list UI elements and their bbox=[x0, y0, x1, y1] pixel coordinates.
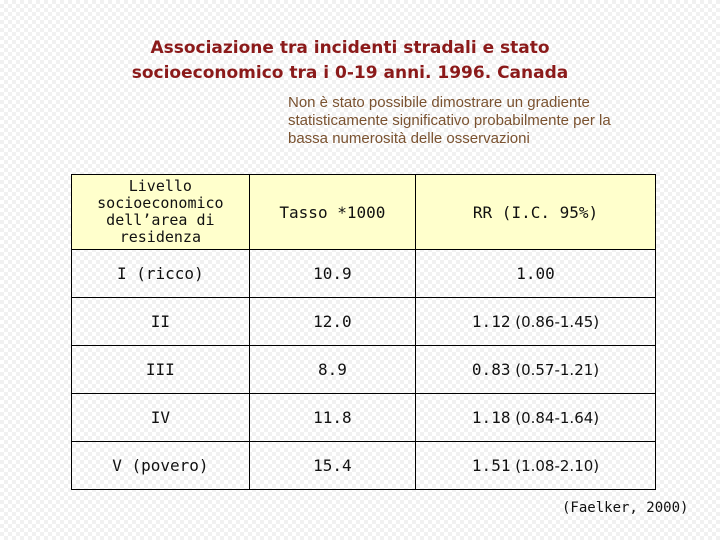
data-table bbox=[71, 174, 656, 490]
header-level-line-2: socioeconomico bbox=[97, 194, 224, 212]
slide-title bbox=[0, 36, 700, 86]
header-level bbox=[72, 175, 250, 250]
note-line-1: Non è stato possibile dimostrare un gradiente bbox=[288, 94, 590, 111]
source-citation: (Faelker, 2000) bbox=[562, 500, 689, 516]
note-line-2: statisticamente significativo probabilmente per la bbox=[288, 112, 611, 129]
header-rate: Tasso *1000 bbox=[249, 175, 415, 250]
header-level-line-3: dell’area di bbox=[106, 211, 215, 229]
table-row bbox=[72, 394, 656, 442]
cell-rate: 8.9 bbox=[249, 346, 415, 394]
cell-rate: 12.0 bbox=[249, 298, 415, 346]
rr-value: 1.12 bbox=[471, 312, 511, 331]
rr-value: 1.00 bbox=[516, 264, 555, 283]
table-row bbox=[72, 346, 656, 394]
cell-rate: 10.9 bbox=[249, 250, 415, 298]
rr-ci: (0.86-1.45) bbox=[510, 313, 600, 331]
cell-level: IV bbox=[72, 394, 250, 442]
rr-value: 1.51 bbox=[471, 456, 511, 475]
cell-rr bbox=[416, 394, 656, 442]
cell-rr bbox=[416, 250, 656, 298]
cell-rr bbox=[416, 442, 656, 490]
cell-level: V (povero) bbox=[72, 442, 250, 490]
rr-ci: (1.08-2.10) bbox=[510, 457, 600, 475]
note-line-3: bassa numerosità delle osservazioni bbox=[288, 130, 530, 147]
rr-ci: (0.84-1.64) bbox=[510, 409, 600, 427]
cell-rate: 15.4 bbox=[249, 442, 415, 490]
table-row bbox=[72, 442, 656, 490]
header-rr: RR (I.C. 95%) bbox=[416, 175, 656, 250]
rr-value: 1.18 bbox=[471, 408, 511, 427]
rr-value: 0.83 bbox=[471, 360, 511, 379]
note-text bbox=[288, 94, 708, 148]
table-row bbox=[72, 250, 656, 298]
header-level-line-4: residenza bbox=[119, 228, 201, 246]
cell-level: I (ricco) bbox=[72, 250, 250, 298]
cell-rate: 11.8 bbox=[249, 394, 415, 442]
cell-level: III bbox=[72, 346, 250, 394]
cell-level: II bbox=[72, 298, 250, 346]
table-header-row bbox=[72, 175, 656, 250]
table-row bbox=[72, 298, 656, 346]
rr-ci: (0.57-1.21) bbox=[510, 361, 600, 379]
header-level-line-1: Livello bbox=[128, 177, 192, 195]
cell-rr bbox=[416, 298, 656, 346]
slide-title-line-1: Associazione tra incidenti stradali e stato bbox=[150, 38, 550, 58]
slide-title-line-2: socioeconomico tra i 0-19 anni. 1996. Canada bbox=[131, 63, 569, 83]
cell-rr bbox=[416, 346, 656, 394]
